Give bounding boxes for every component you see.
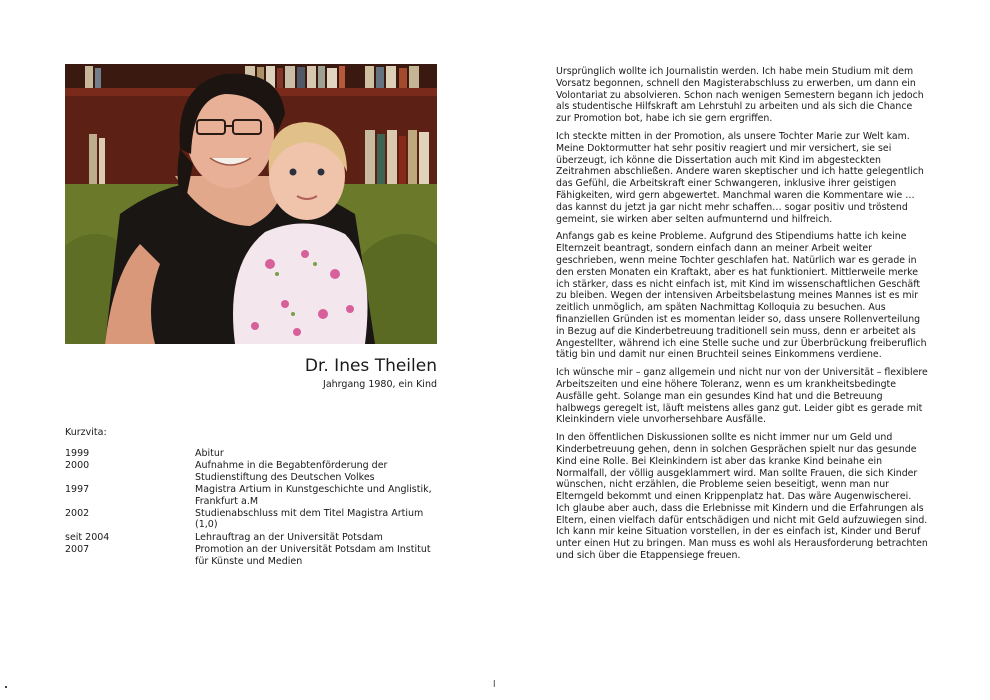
cv-year: seit 2004 xyxy=(65,531,110,543)
person-name: Dr. Ines Theilen xyxy=(304,356,437,376)
page-marker: l xyxy=(493,680,496,690)
cv-text: Lehrauftrag an der Universität Potsdam xyxy=(195,531,383,543)
article-paragraph: Ich wünsche mir – ganz allgemein und nicht nur von der Universität – flexiblere Arbeitszeiten und eine höhere Toleranz, wenn es um krankheitsbedingte Ausfälle geht. Solange man ein gesundes Kind hat und die Betreuung halbwegs geregelt ist, läuft meistens alles ganz gut. Leider gibt es gerade mit Kleinkindern viele unvorhersehbare Ausfälle. xyxy=(556,367,928,426)
cv-list xyxy=(65,448,445,568)
article-paragraph: Ursprünglich wollte ich Journalistin werden. Ich habe mein Studium mit dem Vorsatz begonnen, schnell den Magisterabschluss zu erwerben, um dann ein Volontariat zu absolvieren. Schon nach wenigen Semestern begann ich jedoch als studentische Hilfskraft am Lehrstuhl zu arbeiten und als sich die Chance zur Promotion bot, habe ich sie gern ergriffen. xyxy=(556,66,924,125)
cv-year: 1999 xyxy=(65,448,90,459)
cv-entry xyxy=(65,484,445,507)
cv-entry xyxy=(65,532,445,543)
person-subtitle: Jahrgang 1980, ein Kind xyxy=(323,379,437,390)
cv-entry xyxy=(65,508,445,531)
cv-text: Aufnahme in die Begabtenförderung der Studienstiftung des Deutschen Volkes xyxy=(195,460,388,483)
cv-text: Promotion an der Universität Potsdam am Institut für Künste und Medien xyxy=(195,544,431,567)
cv-year: 2000 xyxy=(65,460,90,472)
portrait-photo-icon xyxy=(65,64,437,344)
cv-entry xyxy=(65,460,445,483)
cv-entry xyxy=(65,448,445,459)
corner-dot xyxy=(5,686,7,688)
cv-year: 2002 xyxy=(65,508,90,520)
cv-entry xyxy=(65,544,445,567)
article-body xyxy=(556,66,928,568)
cv-text: Magistra Artium in Kunstgeschichte und Anglistik, Frankfurt a.M xyxy=(195,484,432,507)
cv-year: 2007 xyxy=(65,544,90,556)
article-paragraph: In den öffentlichen Diskussionen sollte es nicht immer nur um Geld und Kinderbetreuung gehen, denn in solchen Gesprächen spielt nur das gesunde Kind eine Rolle. Bei Kleinkindern ist aber das kranke Kind beinahe ein Normalfall, der völlig ausgeklammert wird. Man sollte Frauen, die sich Kinder wünschen, nicht erzählen, die Probleme seien beseitigt, wenn man nur Elterngeld bekommt und einen Krippenplatz hat. Das wäre Augenwischerei. Ich glaube aber auch, dass die Erlebnisse mit Kindern und die Erfahrungen als Eltern, einen vielfach dafür entschädigen und nicht mit Geld aufzuwiegen sind. Ich kann mir keine Situation vorstellen, in der es einfach ist, Kinder und Beruf unter einen Hut zu bringen. Man muss es wohl als Herausforderung betrachten und sich über die Etappensiege freuen. xyxy=(556,432,928,562)
portrait-photo xyxy=(65,64,437,344)
article-paragraph: Anfangs gab es keine Probleme. Aufgrund des Stipendiums hatte ich keine Elternzeit beantragt, sondern einfach dann an meiner Arbeit weiter geschrieben, wenn meine Tochter geschlafen hat. Natürlich war es gerade in den ersten Monaten ein Kraftakt, aber es hat funktioniert. Mittlerweile merke ich stärker, dass es nicht einfach ist, mit Kind im wissenschaftlichen Geschäft zu bleiben. Wegen der intensiven Arbeitsbelastung meines Mannes ist es mir zeitlich unmöglich, am späten Nachmittag Kolloquia zu besuchen. Aus finanziellen Gründen ist es momentan leider so, dass unsere Rollenverteilung in Bezug auf die Kinderbetreuung traditionell sein muss, denn er arbeitet als Angestellter, während ich eine Stelle suche und zur Überbrückung freiberuflich tätig bin und damit nur einen Bruchteil seines Einkommens verdiene. xyxy=(556,231,927,361)
article-paragraph: Ich steckte mitten in der Promotion, als unsere Tochter Marie zur Welt kam. Meine Doktormutter hat sehr positiv reagiert und mir versichert, sie sei überzeugt, ich könne die Dissertation auch mit Kind im abgesteckten Zeitrahmen abschließen. Andere waren skeptischer und ich hatte gelegentlich das Gefühl, die Arbeitskraft einer Schwangeren, inklusive ihrer geistigen Fähigkeiten, wird gern abgewertet. Manchmal waren die Kommentare wie …das kannst du jetzt ja gar nicht mehr schaffen… sogar positiv und tröstend gemeint, sie wirken aber selten aufmunternd und hilfreich. xyxy=(556,130,924,225)
cv-year: 1997 xyxy=(65,484,90,496)
cv-heading: Kurzvita: xyxy=(65,427,107,438)
cv-text: Abitur xyxy=(195,448,224,459)
cv-text: Studienabschluss mit dem Titel Magistra Artium (1,0) xyxy=(195,508,424,531)
